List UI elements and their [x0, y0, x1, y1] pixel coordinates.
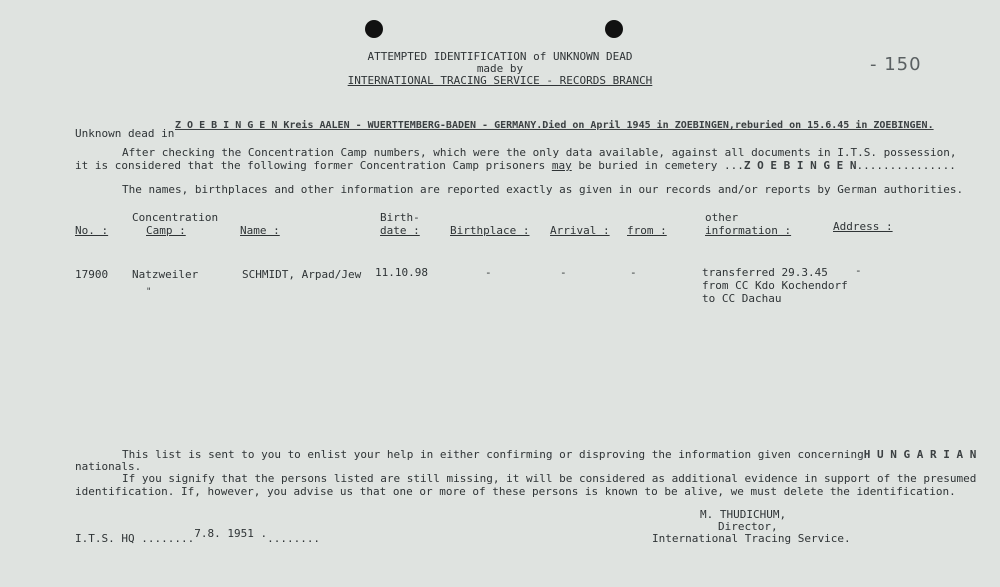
- col-header-arrival: Arrival :: [550, 224, 610, 237]
- footer-p1-text: This list is sent to you to enlist your help in either confirming or disproving the information given concerning: [122, 448, 864, 461]
- intro-line-2-end: be buried in cemetery ...: [578, 159, 744, 172]
- row-from: -: [630, 266, 637, 279]
- row-no: 17900: [75, 268, 109, 281]
- row-birthdate: 11.10.98: [375, 266, 428, 279]
- footer-p1-end: nationals.: [75, 460, 142, 473]
- row-arrival: -: [560, 266, 567, 279]
- intro-line-3: The names, birthplaces and other information are reported exactly as given in our records and/or reports by German authorities.: [122, 183, 964, 196]
- intro-dots: ...............: [856, 159, 956, 172]
- title-line-1: ATTEMPTED IDENTIFICATION of UNKNOWN DEAD: [367, 50, 633, 63]
- footer-p2-line-1: If you signify that the persons listed are still missing, it will be considered as additional evidence in support of the presumed: [122, 472, 977, 485]
- col-header-birthplace: Birthplace :: [450, 224, 530, 237]
- page-number: - 150: [870, 54, 922, 75]
- col-header-other-2: information :: [705, 224, 792, 237]
- location-value: Z O E B I N G E N Kreis AALEN - WUERTTEMBERG-BADEN - GERMANY.Died on April 1945 in ZOEBINGEN,reburied on 15.6.45 in ZOEBINGEN.: [175, 120, 934, 131]
- nationality: H U N G A R I A N: [863, 448, 977, 461]
- col-header-from: from :: [627, 224, 667, 237]
- intro-line-2: [75, 159, 956, 172]
- signature-title: Director,: [718, 520, 778, 533]
- col-header-address: Address :: [833, 220, 893, 233]
- intro-may: may: [551, 159, 572, 172]
- row-camp-ditto: ": [146, 287, 152, 297]
- intro-line-1: After checking the Concentration Camp numbers, which were the only data available, against all documents in I.T.S. possession,: [122, 146, 957, 159]
- col-header-camp-2: Camp :: [146, 224, 186, 237]
- row-other-3: to CC Dachau: [702, 292, 782, 305]
- col-header-camp-1: Concentration: [132, 211, 219, 224]
- hq-date-line: [75, 527, 321, 545]
- punch-hole-left: [365, 20, 383, 38]
- intro-line-2-start: it is considered that the following former Concentration Camp prisoners: [75, 159, 546, 172]
- hq-label: I.T.S. HQ ........: [75, 532, 195, 545]
- location-prefix: Unknown dead in: [75, 127, 175, 140]
- row-other-1: transferred 29.3.45: [702, 266, 828, 279]
- footer-p2-line-2: identification. If, however, you advise us that one or more of these persons is known to be alive, we must delete the identification.: [75, 485, 956, 498]
- row-name: SCHMIDT, Arpad/Jew: [242, 268, 362, 281]
- col-header-birth-2: date :: [380, 224, 420, 237]
- hq-date: 7.8. 1951 .: [194, 527, 268, 540]
- footer-p1: [122, 448, 976, 461]
- row-address: -: [855, 264, 862, 277]
- cemetery-name: Z O E B I N G E N: [743, 159, 857, 172]
- col-header-name: Name :: [240, 224, 280, 237]
- col-header-birth-1: Birth-: [380, 211, 420, 224]
- title-line-2: made by: [476, 62, 524, 75]
- row-birthplace: -: [485, 266, 492, 279]
- title-line-3: INTERNATIONAL TRACING SERVICE - RECORDS BRANCH: [347, 74, 653, 87]
- col-header-other-1: other: [705, 211, 739, 224]
- signature-name: M. THUDICHUM,: [700, 508, 787, 521]
- signature-org: International Tracing Service.: [652, 532, 851, 545]
- punch-hole-right: [605, 20, 623, 38]
- col-header-no: No. :: [75, 224, 109, 237]
- row-camp: Natzweiler: [132, 268, 199, 281]
- row-other-2: from CC Kdo Kochendorf: [702, 279, 848, 292]
- hq-dots: ........: [267, 532, 321, 545]
